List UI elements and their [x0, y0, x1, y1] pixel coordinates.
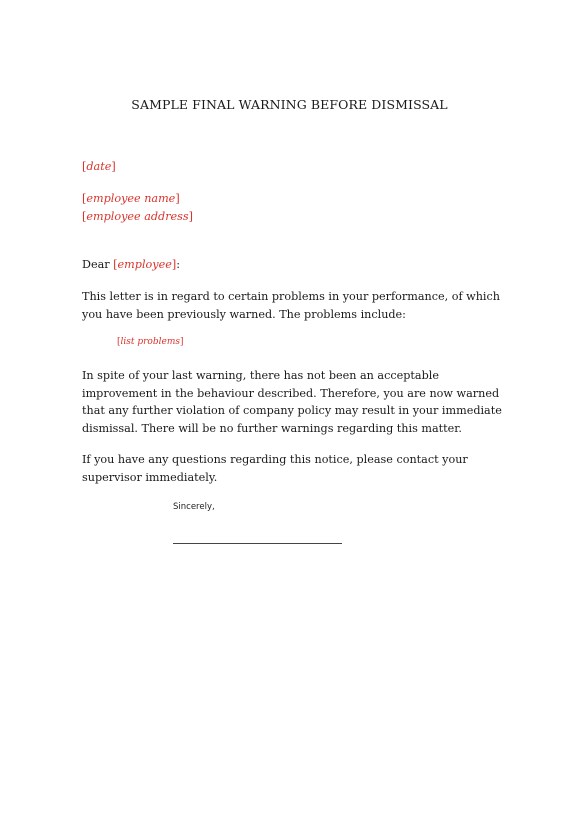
- date-line: [date]: [82, 160, 116, 173]
- recipient-block: [82, 190, 502, 225]
- greeting-line: Dear [employee]:: [82, 258, 180, 271]
- date-placeholder: date: [86, 160, 112, 173]
- greeting-suffix: :: [176, 258, 180, 271]
- paragraph-3: If you have any questions regarding this notice, please contact your supervisor immediately.: [82, 453, 468, 484]
- employee-name-line: [employee name]: [82, 192, 180, 205]
- letter-title: SAMPLE FINAL WARNING BEFORE DISMISSAL: [131, 97, 448, 112]
- signature-line: [173, 543, 342, 544]
- paragraph-1: This letter is in regard to certain problems in your performance, of which you have been previously warned. The problems include:: [82, 290, 500, 321]
- employee-address-placeholder: employee address: [86, 209, 189, 223]
- greeting-placeholder: employee: [117, 258, 172, 271]
- employee-name-placeholder: employee name: [86, 192, 176, 205]
- list-problems-placeholder: list problems: [120, 337, 180, 347]
- closing: Sincerely,: [173, 502, 215, 512]
- greeting-prefix: Dear: [82, 258, 114, 271]
- employee-address-line: [employee address]: [82, 209, 194, 223]
- list-problems-line: [list problems]: [117, 337, 184, 347]
- paragraph-2: In spite of your last warning, there has not been an acceptable improvement in the behaviour described. Therefore, you are now warned that any further violation of company policy may result in your immediate dismissal. There will be no further warnings regarding this matter.: [82, 369, 502, 435]
